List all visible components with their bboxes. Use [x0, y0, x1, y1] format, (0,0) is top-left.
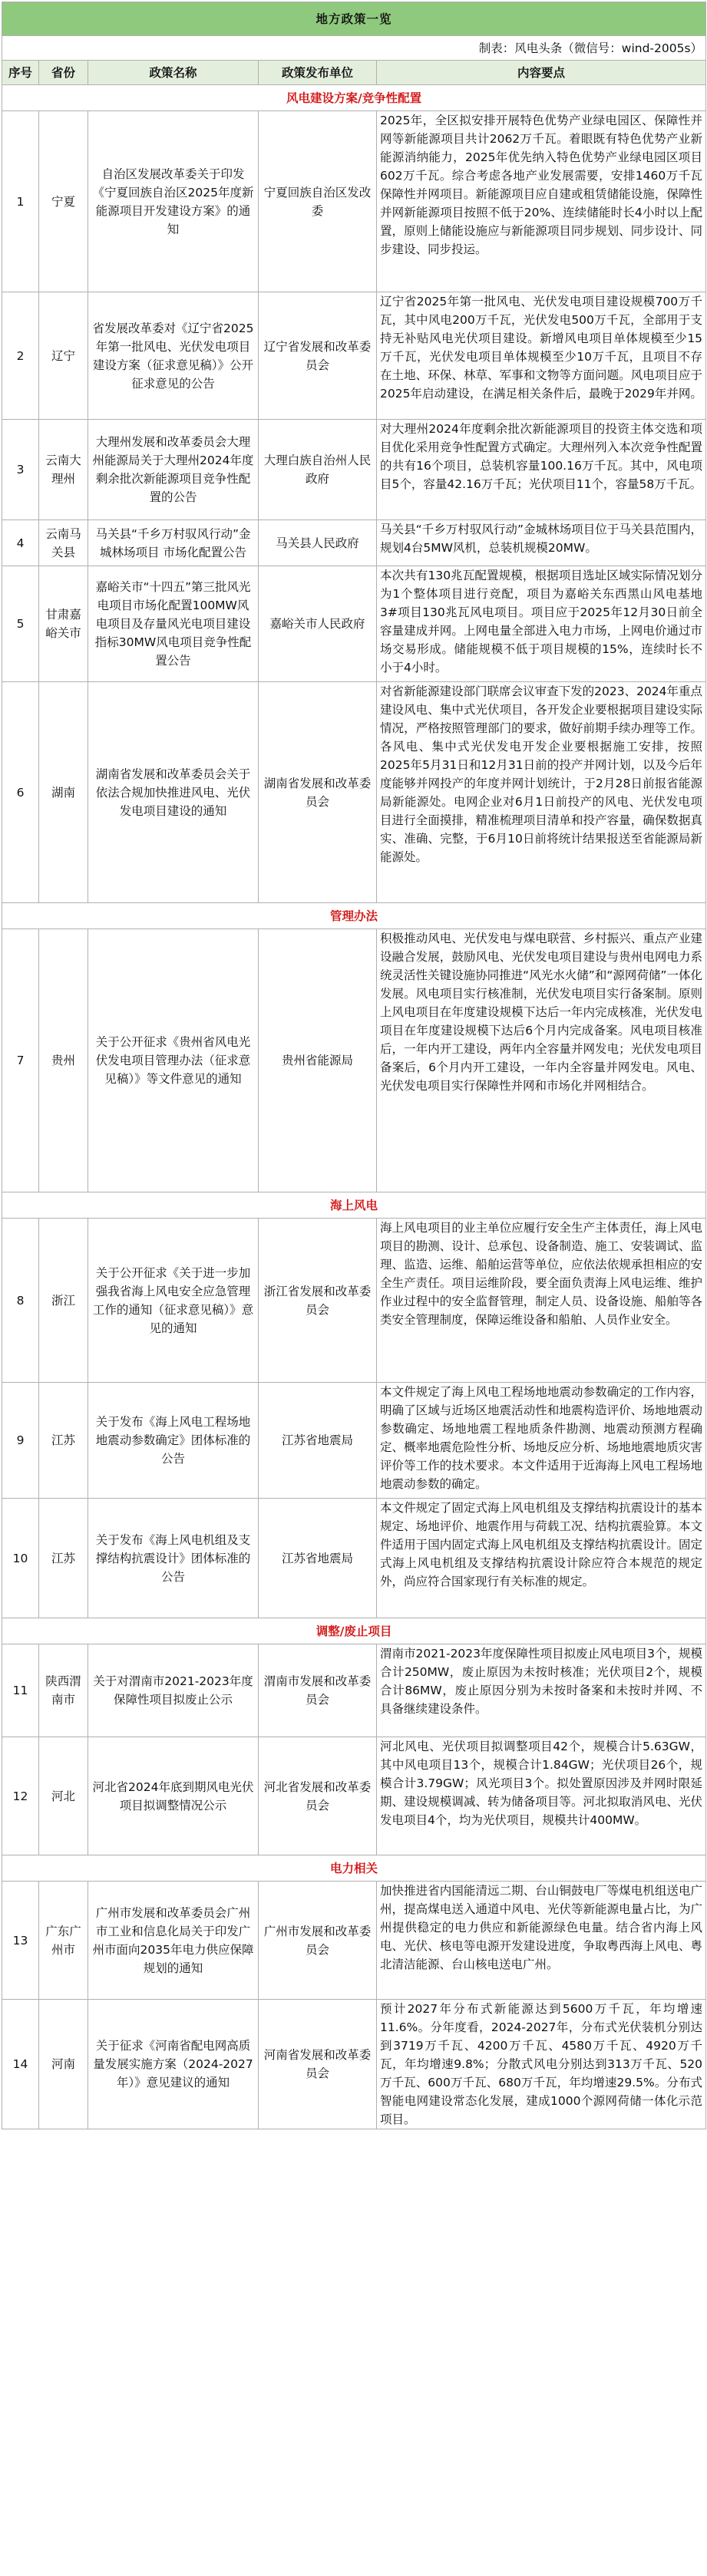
section-label: 管理办法: [2, 903, 706, 929]
table-row: [2, 1499, 706, 1618]
row-number: 12: [2, 1737, 39, 1855]
province-cell: 云南大理州: [39, 420, 88, 520]
row-number: 9: [2, 1383, 39, 1499]
content-cell: 渭南市2021-2023年度保障性项目拟废止风电项目3个，规模合计250MW，废止原因为未按时核准；光伏项目2个，规模合计86MW，废止原因分别为未按时备案和未按时并网、不具备继续建设条件。: [377, 1644, 706, 1737]
table-row: [2, 1644, 706, 1737]
table-row: [2, 929, 706, 1192]
province-cell: 河北: [39, 1737, 88, 1855]
row-number: 8: [2, 1219, 39, 1383]
issuer-cell: 江苏省地震局: [259, 1383, 377, 1499]
section-header-row: [2, 85, 706, 111]
issuer-cell: 渭南市发展和改革委员会: [259, 1644, 377, 1737]
policy-name-cell: 省发展改革委对《辽宁省2025年第一批风电、光伏发电项目建设方案（征求意见稿）》公开征求意见的公告: [88, 292, 259, 420]
row-number: 1: [2, 111, 39, 292]
issuer-cell: 河北省发展和改革委员会: [259, 1737, 377, 1855]
content-cell: 辽宁省2025年第一批风电、光伏发电项目建设规模700万千瓦，其中风电200万千瓦，光伏发电500万千瓦，全部用于支持无补贴风电光伏项目建设。新增风电项目单体规模至少15万千瓦，光伏发电项目单体规模至少10万千瓦，且项目不存在土地、环保、林草、军事和文物等方面问题。风电项目应于2025年启动建设，在满足相关条件后，最晚于2029年并网。: [377, 292, 706, 420]
policy-name-cell: 广州市发展和改革委员会广州市工业和信息化局关于印发广州市面向2035年电力供应保障规划的通知: [88, 1882, 259, 2000]
issuer-cell: 湖南省发展和改革委员会: [259, 682, 377, 903]
policy-name-cell: 湖南省发展和改革委员会关于依法合规加快推进风电、光伏发电项目建设的通知: [88, 682, 259, 903]
header-content: 内容要点: [377, 61, 706, 85]
row-number: 13: [2, 1882, 39, 2000]
table-row: [2, 1383, 706, 1499]
policy-name-cell: 关于对渭南市2021-2023年度保障性项目拟废止公示: [88, 1644, 259, 1737]
row-number: 4: [2, 520, 39, 566]
table-row: [2, 2000, 706, 2129]
section-header-row: [2, 903, 706, 929]
content-cell: 河北风电、光伏项目拟调整项目42个，规模合计5.63GW，其中风电项目13个，规模合计1.84GW；光伏项目26个，规模合计3.79GW；风光项目3个。拟处置原因涉及并网时限延期、建设规模调减、转为储备项目等。河北拟取消风电、光伏发电项目4个，均为光伏项目，规模共计400MW。: [377, 1737, 706, 1855]
table-row: [2, 520, 706, 566]
content-cell: 加快推进省内国能清远二期、台山铜鼓电厂等煤电机组送电广州，提高煤电送入通道中风电、光伏等新能源电量占比，为广州提供稳定的电力供应和新能源绿色电量。结合省内海上风电、光伏、核电等电源开发建设进度，争取粤西海上风电、粤北清洁能源、台山核电送电广州。: [377, 1882, 706, 2000]
content-cell: 对大理州2024年度剩余批次新能源项目的投资主体交选和项目优化采用竞争性配置方式确定。大理州列入本次竞争性配置的共有16个项目，总装机容量100.16万千瓦。其中，风电项目5个，容量42.16万千瓦；光伏项目11个，容量58万千瓦。: [377, 420, 706, 520]
policy-name-cell: 大理州发展和改革委员会大理州能源局关于大理州2024年度剩余批次新能源项目竞争性配置的公告: [88, 420, 259, 520]
content-cell: 本次共有130兆瓦配置规模，根据项目选址区域实际情况划分为1个整体项目进行竞配，项目为嘉峪关东西黑山风电基地3#项目130兆瓦风电项目。项目应于2025年12月30日前全容量建成并网。上网电量全部进入电力市场，上网电价通过市场交易形成。储能规模不低于项目规模的15%，连续时长不小于4小时。: [377, 566, 706, 682]
issuer-cell: 马关县人民政府: [259, 520, 377, 566]
issuer-cell: 宁夏回族自治区发改委: [259, 111, 377, 292]
province-cell: 江苏: [39, 1383, 88, 1499]
issuer-cell: 河南省发展和改革委员会: [259, 2000, 377, 2129]
issuer-cell: 辽宁省发展和改革委员会: [259, 292, 377, 420]
section-label: 风电建设方案/竞争性配置: [2, 85, 706, 111]
table-row: [2, 1737, 706, 1855]
content-cell: 预计2027年分布式新能源达到5600万千瓦，年均增速11.6%。分年度看，2024-2027年，分布式光伏装机分别达到3719万千瓦、4200万千瓦、4580万千瓦、4920万千瓦，年均增速9.8%；分散式风电分别达到313万千瓦、520万千瓦、600万千瓦、680万千瓦，年均增速29.5%。分布式智能电网建设常态化发展，建成1000个源网荷储一体化示范项目。: [377, 2000, 706, 2129]
header-province: 省份: [39, 61, 88, 85]
policy-name-cell: 河北省2024年底到期风电光伏项目拟调整情况公示: [88, 1737, 259, 1855]
header-policy-name: 政策名称: [88, 61, 259, 85]
row-number: 3: [2, 420, 39, 520]
content-cell: 2025年，全区拟安排开展特色优势产业绿电园区、保障性并网等新能源项目共计2062万千瓦。着眼既有特色优势产业新能源消纳能力，2025年优先纳入特色优势产业绿电园区项目602万千瓦。综合考虑各地产业发展需要，安排1460万千瓦保障性并网项目。新能源项目应自建或租赁储能设施，保障性并网新能源项目按照不低于20%、连续储能时长4小时以上配置，原则上储能设施应与新能源项目同步规划、同步设计、同步建设、同步投运。: [377, 111, 706, 292]
issuer-cell: 大理白族自治州人民政府: [259, 420, 377, 520]
province-cell: 河南: [39, 2000, 88, 2129]
issuer-cell: 嘉峪关市人民政府: [259, 566, 377, 682]
row-number: 5: [2, 566, 39, 682]
content-cell: 积极推动风电、光伏发电与煤电联营、乡村振兴、重点产业建设融合发展，鼓励风电、光伏发电项目建设与贵州电网电力系统灵活性关键设施协同推进“风光水火储”和“源网荷储”一体化发展。风电项目实行核准制，光伏发电项目实行备案制。原则上风电项目在年度建设规模下达后一年内完成核准，光伏发电项目在年度建设规模下达后6个月内完成备案。风电项目核准后，一年内开工建设，两年内全容量并网发电；光伏发电项目备案后，6个月内开工建设，一年内全容量并网发电。风电、光伏发电项目实行保障性并网和市场化并网相结合。: [377, 929, 706, 1192]
policy-name-cell: 嘉峪关市“十四五”第三批风光电项目市场化配置100MW风电项目及存量风光电项目建设指标30MW风电项目竞争性配置公告: [88, 566, 259, 682]
row-number: 7: [2, 929, 39, 1192]
credit-text: 制表：风电头条（微信号：wind-2005s）: [2, 36, 706, 61]
table-row: [2, 111, 706, 292]
section-label: 海上风电: [2, 1192, 706, 1219]
province-cell: 浙江: [39, 1219, 88, 1383]
header-row: [2, 61, 706, 85]
issuer-cell: 贵州省能源局: [259, 929, 377, 1192]
content-cell: 海上风电项目的业主单位应履行安全生产主体责任，海上风电项目的勘测、设计、总承包、设备制造、施工、安装调试、监理、监造、运维、船舶运营等单位，应依法依规承担相应的安全生产责任。项目运维阶段，要全面负责海上风电运维、维护作业过程中的安全监督管理，制定人员、设备设施、船舶等各类安全管理制度，保障运维设备和船舶、人员作业安全。: [377, 1219, 706, 1383]
section-header-row: [2, 1192, 706, 1219]
policy-name-cell: 马关县“千乡万村驭风行动”金城林场项目 市场化配置公告: [88, 520, 259, 566]
policy-name-cell: 关于发布《海上风电工程场地地震动参数确定》团体标准的公告: [88, 1383, 259, 1499]
province-cell: 辽宁: [39, 292, 88, 420]
policy-name-cell: 关于公开征求《贵州省风电光伏发电项目管理办法（征求意见稿）》等文件意见的通知: [88, 929, 259, 1192]
province-cell: 陕西渭南市: [39, 1644, 88, 1737]
credit-row: [2, 36, 706, 61]
policy-table: [2, 2, 706, 2129]
table-row: [2, 1882, 706, 2000]
issuer-cell: 江苏省地震局: [259, 1499, 377, 1618]
content-cell: 本文件规定了海上风电工程场地地震动参数确定的工作内容，明确了区域与近场区地震活动性和地震构造评价、场地地震动参数确定、场地地震工程地质条件勘测、地震动预测方程确定、概率地震危险性分析、场地反应分析、场地地震地质灾害评价等工作的技术要求。本文件适用于近海海上风电工程场地地震动参数的确定。: [377, 1383, 706, 1499]
province-cell: 贵州: [39, 929, 88, 1192]
header-issuer: 政策发布单位: [259, 61, 377, 85]
province-cell: 湖南: [39, 682, 88, 903]
row-number: 2: [2, 292, 39, 420]
policy-name-cell: 关于发布《海上风电机组及支撑结构抗震设计》团体标准的公告: [88, 1499, 259, 1618]
header-no: 序号: [2, 61, 39, 85]
province-cell: 江苏: [39, 1499, 88, 1618]
section-label: 调整/废止项目: [2, 1618, 706, 1644]
province-cell: 云南马关县: [39, 520, 88, 566]
content-cell: 马关县“千乡万村驭风行动”金城林场项目位于马关县范围内，规划4台5MW风机，总装机规模20MW。: [377, 520, 706, 566]
row-number: 6: [2, 682, 39, 903]
issuer-cell: 浙江省发展和改革委员会: [259, 1219, 377, 1383]
table-row: [2, 292, 706, 420]
table-row: [2, 682, 706, 903]
section-header-row: [2, 1618, 706, 1644]
section-header-row: [2, 1855, 706, 1882]
policy-name-cell: 关于公开征求《关于进一步加强我省海上风电安全应急管理工作的通知（征求意见稿）》意见的通知: [88, 1219, 259, 1383]
table-title: 地方政策一览: [2, 2, 706, 36]
policy-name-cell: 自治区发展改革委关于印发《宁夏回族自治区2025年度新能源项目开发建设方案》的通知: [88, 111, 259, 292]
content-cell: 本文件规定了固定式海上风电机组及支撑结构抗震设计的基本规定、场地评价、地震作用与荷载工况、结构抗震验算。本文件适用于国内固定式海上风电机组及支撑结构抗震设计。固定式海上风电机组及支撑结构抗震设计除应符合本规范的规定外，尚应符合国家现行有关标准的规定。: [377, 1499, 706, 1618]
content-cell: 对省新能源建设部门联席会议审查下发的2023、2024年重点建设风电、集中式光伏项目，各开发企业要根据项目建设实际情况，严格按照管理部门的要求，做好前期手续办理等工作。各风电、集中式光伏发电开发企业要根据施工安排，按照2025年5月31日和12月31日前的投产并网计划，以及今后年度能够并网投产的年度并网计划统计，于2月28日前报省能源局新能源处。电网企业对6月1日前投产的风电、光伏发电项目进行全面摸排，精准梳理项目清单和投产容量，确保数据真实、准确、完整，于6月10日前将统计结果报送至省能源局新能源处。: [377, 682, 706, 903]
province-cell: 广东广州市: [39, 1882, 88, 2000]
table-row: [2, 420, 706, 520]
row-number: 10: [2, 1499, 39, 1618]
table-row: [2, 566, 706, 682]
row-number: 14: [2, 2000, 39, 2129]
row-number: 11: [2, 1644, 39, 1737]
title-row: [2, 2, 706, 36]
policy-name-cell: 关于征求《河南省配电网高质量发展实施方案（2024-2027年）》意见建议的通知: [88, 2000, 259, 2129]
province-cell: 宁夏: [39, 111, 88, 292]
issuer-cell: 广州市发展和改革委员会: [259, 1882, 377, 2000]
section-label: 电力相关: [2, 1855, 706, 1882]
province-cell: 甘肃嘉峪关市: [39, 566, 88, 682]
table-row: [2, 1219, 706, 1383]
